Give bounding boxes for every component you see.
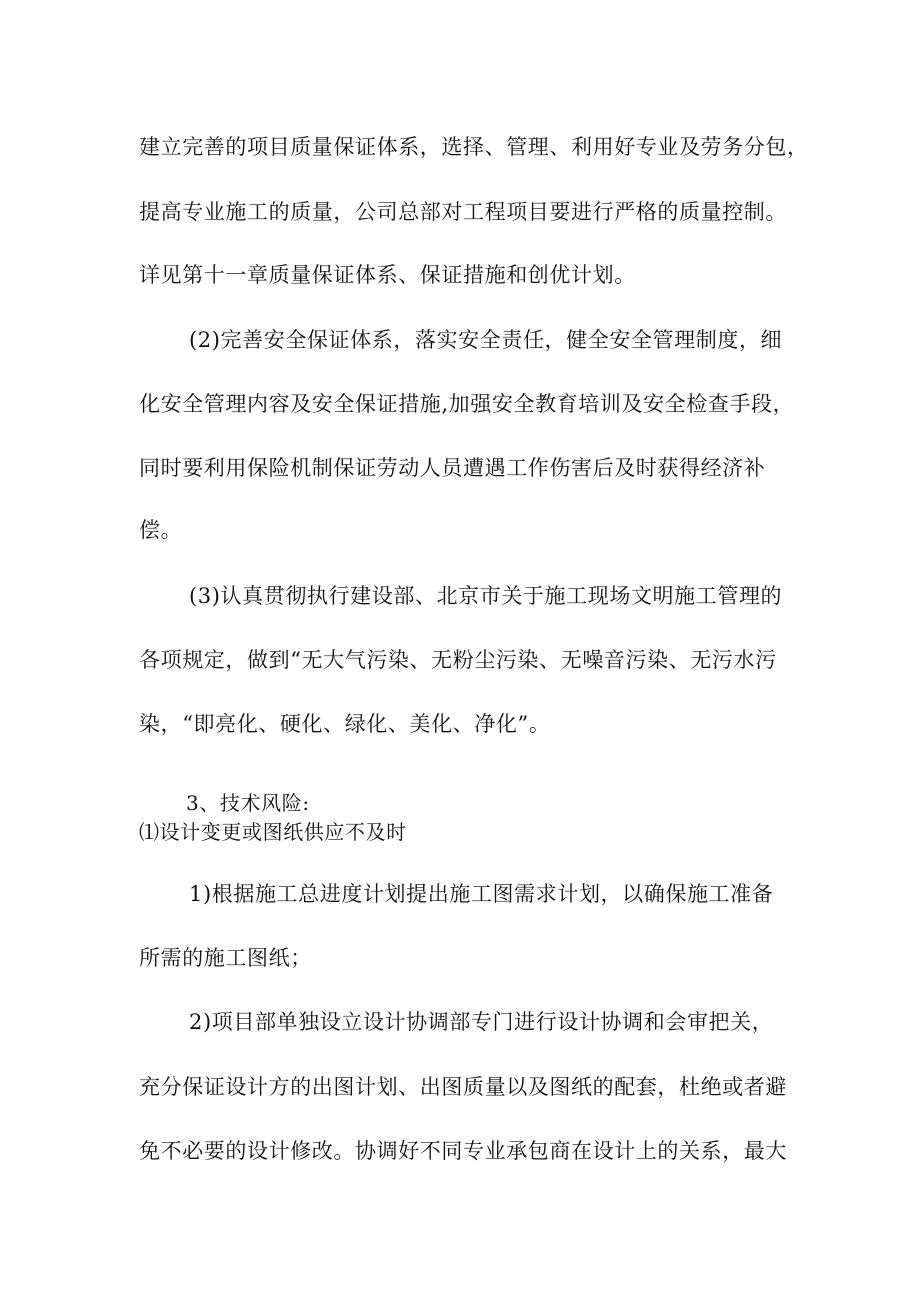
paragraph-line: 各项规定，做到“无大气污染、无粉尘污染、无噪音污染、无污水污 [139, 648, 777, 672]
paragraph-line: 染，“即亮化、硬化、绿化、美化、净化”。 [139, 712, 551, 736]
paragraph-line: 详见第十一章质量保证体系、保证措施和创优计划。 [139, 263, 636, 287]
paragraph-line: (2)完善安全保证体系，落实安全责任，健全安全管理制度，细 [189, 328, 783, 352]
subsection-title: ⑴设计变更或图纸供应不及时 [139, 820, 407, 844]
paragraph-line: 同时要利用保险机制保证劳动人员遭遇工作伤害后及时获得经济补 [139, 456, 766, 480]
paragraph-line: 建立完善的项目质量保证体系，选择、管理、利用好专业及劳务分包， [139, 135, 809, 159]
paragraph-line: 化安全管理内容及安全保证措施,加强安全教育培训及安全检查手段， [139, 392, 795, 416]
paragraph-line: 充分保证设计方的出图计划、出图质量以及图纸的配套，杜绝或者避 [139, 1075, 787, 1099]
paragraph-line: 偿。 [139, 518, 183, 542]
paragraph-line: 所需的施工图纸； [139, 946, 312, 970]
section-heading: 3、技术风险: [186, 791, 310, 815]
paragraph-line: 1)根据施工总进度计划提出施工图需求计划，以确保施工准备 [189, 882, 774, 906]
paragraph-line: (3)认真贯彻执行建设部、北京市关于施工现场文明施工管理的 [189, 584, 783, 608]
paragraph-line: 2)项目部单独设立设计协调部专门进行设计协调和会审把关， [189, 1010, 774, 1034]
paragraph-line: 免不必要的设计修改。协调好不同专业承包商在设计上的关系，最大 [139, 1139, 787, 1163]
paragraph-line: 提高专业施工的质量，公司总部对工程项目要进行严格的质量控制。 [139, 200, 787, 224]
